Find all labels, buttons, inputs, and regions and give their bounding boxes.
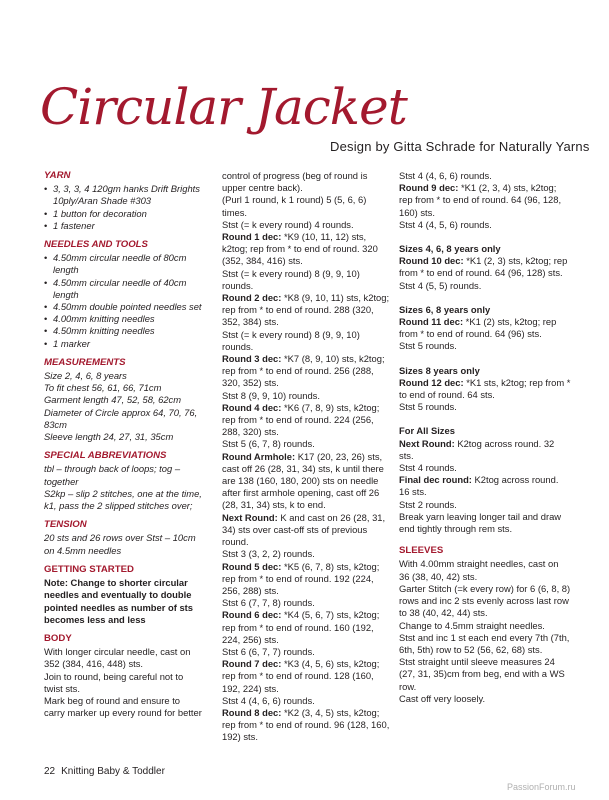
instruction-text: Stst 5 (6, 7, 8) rounds. [222, 438, 315, 450]
instruction-paragraph [222, 646, 390, 658]
instruction-text: control of progress (beg of round is upper centre back). [222, 170, 368, 194]
size-group [399, 170, 571, 231]
measurement-line: Sleeve length 24, 27, 31, 35cm [44, 431, 174, 443]
instruction-text: *K1 (2) sts, k2tog; rep from * to end of round. 64 (96) sts. [399, 316, 557, 340]
decrease-groups [399, 170, 571, 535]
needles-heading: NEEDLES AND TOOLS [44, 239, 148, 251]
page-footer [44, 766, 171, 777]
instruction-text: K2tog across round. 16 sts. [399, 474, 559, 498]
instruction-paragraph [222, 438, 390, 450]
instruction-text: Stst 5 rounds. [399, 401, 457, 413]
instruction-text: Stst 4 (4, 6, 6) rounds. [399, 170, 492, 181]
instruction-text: *K3 (4, 5, 6) sts, k2tog; rep from * to end of round. 128 (160, 192, 224) sts. [222, 658, 380, 694]
instruction-paragraph [222, 219, 390, 231]
instruction-text: Stst (= k every round) 4 rounds. [222, 218, 354, 230]
instruction-paragraph [222, 194, 390, 218]
instruction-paragraph [222, 353, 390, 390]
instruction-paragraph [222, 268, 390, 292]
sleeve-paragraph: Stst and inc 1 st each end every 7th (7th, 6th, 5th) row to 52 (56, 62, 68) sts. [399, 631, 570, 655]
size-group-heading: Sizes 8 years only [399, 364, 480, 376]
measurement-line: Garment length 47, 52, 58, 62cm [44, 394, 182, 406]
size-group [399, 243, 571, 292]
instruction-text: K17 (20, 23, 26) sts, cast off 26 (28, 31, 34) sts, k until there are 138 (160, 180, 200) sts on needle after first armhole opening, cast off 26 (28, 31, 34) sts, k to end. [222, 450, 384, 511]
instruction-paragraph [399, 499, 571, 511]
instruction-text: (Purl 1 round, k 1 round) 5 (5, 6, 6) times. [222, 194, 367, 218]
instruction-text: Stst 4 rounds. [399, 462, 457, 474]
instruction-paragraph [399, 219, 571, 231]
getting-started-heading: GETTING STARTED [44, 563, 134, 575]
instruction-label: Next Round: [399, 437, 455, 449]
body-section [44, 633, 202, 719]
instruction-paragraph [399, 377, 571, 401]
size-group [399, 425, 571, 535]
instruction-text: Stst 5 rounds. [399, 340, 457, 352]
instruction-label: Round 2 dec: [222, 292, 282, 304]
instruction-text: Stst 2 rounds. [399, 498, 457, 510]
getting-started-section [44, 564, 202, 626]
sleeves-section [399, 545, 571, 705]
instruction-paragraph [222, 609, 390, 646]
instruction-text: Stst 3 (3, 2, 2) rounds. [222, 548, 315, 560]
sleeve-paragraph: Stst straight until sleeve measures 24 (27, 31, 35)cm from beg, end with a WS row. [399, 656, 565, 692]
sleeves-heading: SLEEVES [399, 545, 444, 557]
instruction-paragraph [222, 329, 390, 353]
instruction-paragraph [399, 401, 571, 413]
instruction-text: *K8 (9, 10, 11) sts, k2tog; rep from * to end of round. 288 (320, 352, 384) sts. [222, 292, 390, 328]
body-paragraph: Mark beg of round and ensure to carry marker up every round for better [44, 694, 202, 719]
abbreviation-line: S2kp – slip 2 stitches, one at the time, k1, pass the 2 slipped stitches over; [44, 487, 202, 512]
instruction-paragraph [399, 170, 571, 182]
instruction-text: K and cast on 26 (28, 31, 34) sts over cast-off sts of previous round. [222, 511, 386, 548]
instruction-text: *K2 (3, 4, 5) sts, k2tog; rep from * to end of round. 96 (128, 160, 192) sts. [222, 706, 390, 743]
magazine-title: Knitting Baby & Toddler [61, 766, 165, 777]
getting-started-note: Note: Change to shorter circular needles and eventually to double pointed needles as number of sts becomes less and less [44, 577, 193, 625]
column-materials [44, 170, 202, 726]
yarn-heading: YARN [44, 170, 71, 181]
instruction-paragraph [399, 438, 571, 462]
instruction-label: Round Armhole: [222, 450, 296, 462]
abbreviations-heading: SPECIAL ABBREVIATIONS [44, 450, 167, 462]
body-paragraph: Join to round, being careful not to twist sts. [44, 670, 184, 694]
instruction-text: Stst (= k every round) 8 (9, 9, 10) rounds. [222, 267, 360, 291]
tension-text: 20 sts and 26 rows over Stst – 10cm on 4.5mm needles [44, 532, 196, 556]
instruction-paragraph [222, 292, 390, 329]
size-group [399, 304, 571, 353]
tension-heading: TENSION [44, 519, 87, 531]
tension-section [44, 519, 202, 557]
instruction-text: *K1 (2, 3, 4) sts, k2tog; rep from * to end of round. 64 (96, 128, 160) sts. [399, 182, 562, 218]
measurement-line: Size 2, 4, 6, 8 years [44, 370, 127, 382]
instruction-label: Round 9 dec: [399, 182, 459, 194]
instruction-text: Stst 4 (4, 5, 6) rounds. [399, 218, 492, 230]
needles-section [44, 239, 202, 350]
column-decreases-sleeves [399, 170, 571, 712]
instruction-label: Round 7 dec: [222, 658, 282, 670]
instruction-paragraph [222, 512, 390, 549]
instruction-text: Stst (= k every round) 8 (9, 9, 10) rounds. [222, 328, 360, 352]
measurements-section [44, 357, 202, 443]
instruction-paragraph [222, 451, 390, 512]
instruction-text: *K1 (2, 3) sts, k2tog; rep from * to end of round. 64 (96, 128) sts. [399, 255, 568, 279]
measurement-line: Diameter of Circle approx 64, 70, 76, 83cm [44, 406, 198, 430]
list-item: • 4.50mm double pointed needles set [44, 301, 202, 313]
instruction-text: Stst 6 (6, 7, 7) rounds. [222, 645, 315, 657]
instruction-label: Round 12 dec: [399, 376, 464, 388]
page-title: Circular Jacket [40, 78, 407, 136]
instruction-paragraph [222, 390, 390, 402]
sleeve-paragraph: With 4.00mm straight needles, cast on 36 (38, 40, 42) sts. [399, 558, 559, 582]
size-group [399, 365, 571, 414]
instruction-paragraph [222, 597, 390, 609]
size-group-heading: Sizes 4, 6, 8 years only [399, 243, 501, 255]
instruction-text: Break yarn leaving longer tail and draw end tightly through rem sts. [399, 510, 562, 535]
instruction-text: Stst 6 (7, 7, 8) rounds. [222, 597, 315, 609]
instruction-text: K2tog across round. 32 sts. [399, 437, 555, 461]
instruction-text: Stst 4 (5, 5) rounds. [399, 279, 482, 291]
instruction-paragraph [399, 511, 571, 535]
sleeve-paragraph: Garter Stitch (=k every row) for 6 (6, 8, 8) rows and inc 2 sts evenly across last row to 38 (40, 42, 44) sts. [399, 582, 571, 619]
sleeve-paragraph: Change to 4.5mm straight needles. [399, 619, 545, 631]
instruction-text: Stst 4 (4, 6, 6) rounds. [222, 694, 315, 706]
instruction-paragraph [399, 474, 571, 498]
instruction-label: Round 4 dec: [222, 401, 282, 413]
instruction-text: *K7 (8, 9, 10) sts, k2tog; rep from * to end of round. 256 (288, 320, 352) sts. [222, 353, 385, 389]
instruction-paragraph [399, 462, 571, 474]
instruction-label: Round 11 dec: [399, 316, 464, 328]
instruction-paragraph [222, 170, 390, 194]
instruction-label: Final dec round: [399, 474, 472, 486]
instruction-paragraph [399, 340, 571, 352]
instruction-paragraph [222, 231, 390, 268]
sleeve-paragraph: Cast off very loosely. [399, 692, 486, 704]
list-item: • 4.50mm circular needle of 40cm length [44, 277, 202, 301]
instruction-paragraph [222, 658, 390, 695]
measurement-line: To fit chest 56, 61, 66, 71cm [44, 382, 162, 394]
size-group-heading: For All Sizes [399, 425, 455, 437]
page-number: 22 [44, 766, 56, 777]
list-item: • 4.50mm knitting needles [44, 325, 202, 337]
instruction-label: Round 1 dec: [222, 231, 282, 243]
instruction-paragraph [222, 561, 390, 598]
instruction-paragraph [399, 182, 571, 219]
list-item: • 4.50mm circular needle of 80cm length [44, 252, 202, 276]
instruction-label: Next Round: [222, 511, 278, 523]
instruction-paragraph [399, 280, 571, 292]
instruction-label: Round 6 dec: [222, 609, 282, 621]
instruction-text: Stst 8 (9, 9, 10) rounds. [222, 389, 320, 401]
body-paragraph: With longer circular needle, cast on 352 (384, 416, 448) sts. [44, 646, 191, 670]
abbreviation-line: tbl – through back of loops; tog – together [44, 463, 181, 487]
instruction-paragraph [222, 695, 390, 707]
instruction-text: *K9 (10, 11, 12) sts, k2tog; rep from * to end of round. 320 (352, 384, 416) sts. [222, 231, 378, 267]
list-item: • 4.00mm knitting needles [44, 313, 202, 325]
size-group-heading: Sizes 6, 8 years only [399, 303, 491, 315]
instruction-label: Round 8 dec: [222, 706, 282, 718]
list-item: • 1 fastener [44, 220, 202, 232]
yarn-section [44, 170, 202, 232]
list-item: • 1 button for decoration [44, 208, 202, 220]
instruction-text: *K5 (6, 7, 8) sts, k2tog; rep from * to end of round. 192 (224, 256, 288) sts. [222, 560, 380, 596]
instruction-label: Round 5 dec: [222, 560, 282, 572]
measurements-heading: MEASUREMENTS [44, 356, 126, 368]
designer-byline: Design by Gitta Schrade for Naturally Yarns [330, 139, 590, 154]
list-item: • 3, 3, 3, 4 120gm hanks Drift Brights 10ply/Aran Shade #303 [44, 183, 202, 207]
watermark: PassionForum.ru [507, 782, 576, 792]
instruction-text: *K1 sts, k2tog; rep from * to end of round. 64 sts. [399, 376, 571, 401]
instruction-text: *K6 (7, 8, 9) sts, k2tog; rep from * to end of round. 224 (256, 288, 320) sts. [222, 401, 380, 438]
instruction-paragraph [222, 548, 390, 560]
instruction-paragraph [399, 316, 571, 340]
instruction-label: Round 3 dec: [222, 353, 282, 365]
instruction-paragraph [222, 402, 390, 439]
instruction-label: Round 10 dec: [399, 255, 464, 267]
body-heading: BODY [44, 632, 72, 644]
instruction-paragraph [399, 255, 571, 279]
column-body-instructions [222, 170, 390, 744]
instruction-text: *K4 (5, 6, 7) sts, k2tog; rep from * to end of round. 160 (192, 224, 256) sts. [222, 609, 380, 645]
list-item: • 1 marker [44, 338, 202, 350]
instruction-paragraph [222, 707, 390, 744]
abbreviations-section [44, 450, 202, 512]
